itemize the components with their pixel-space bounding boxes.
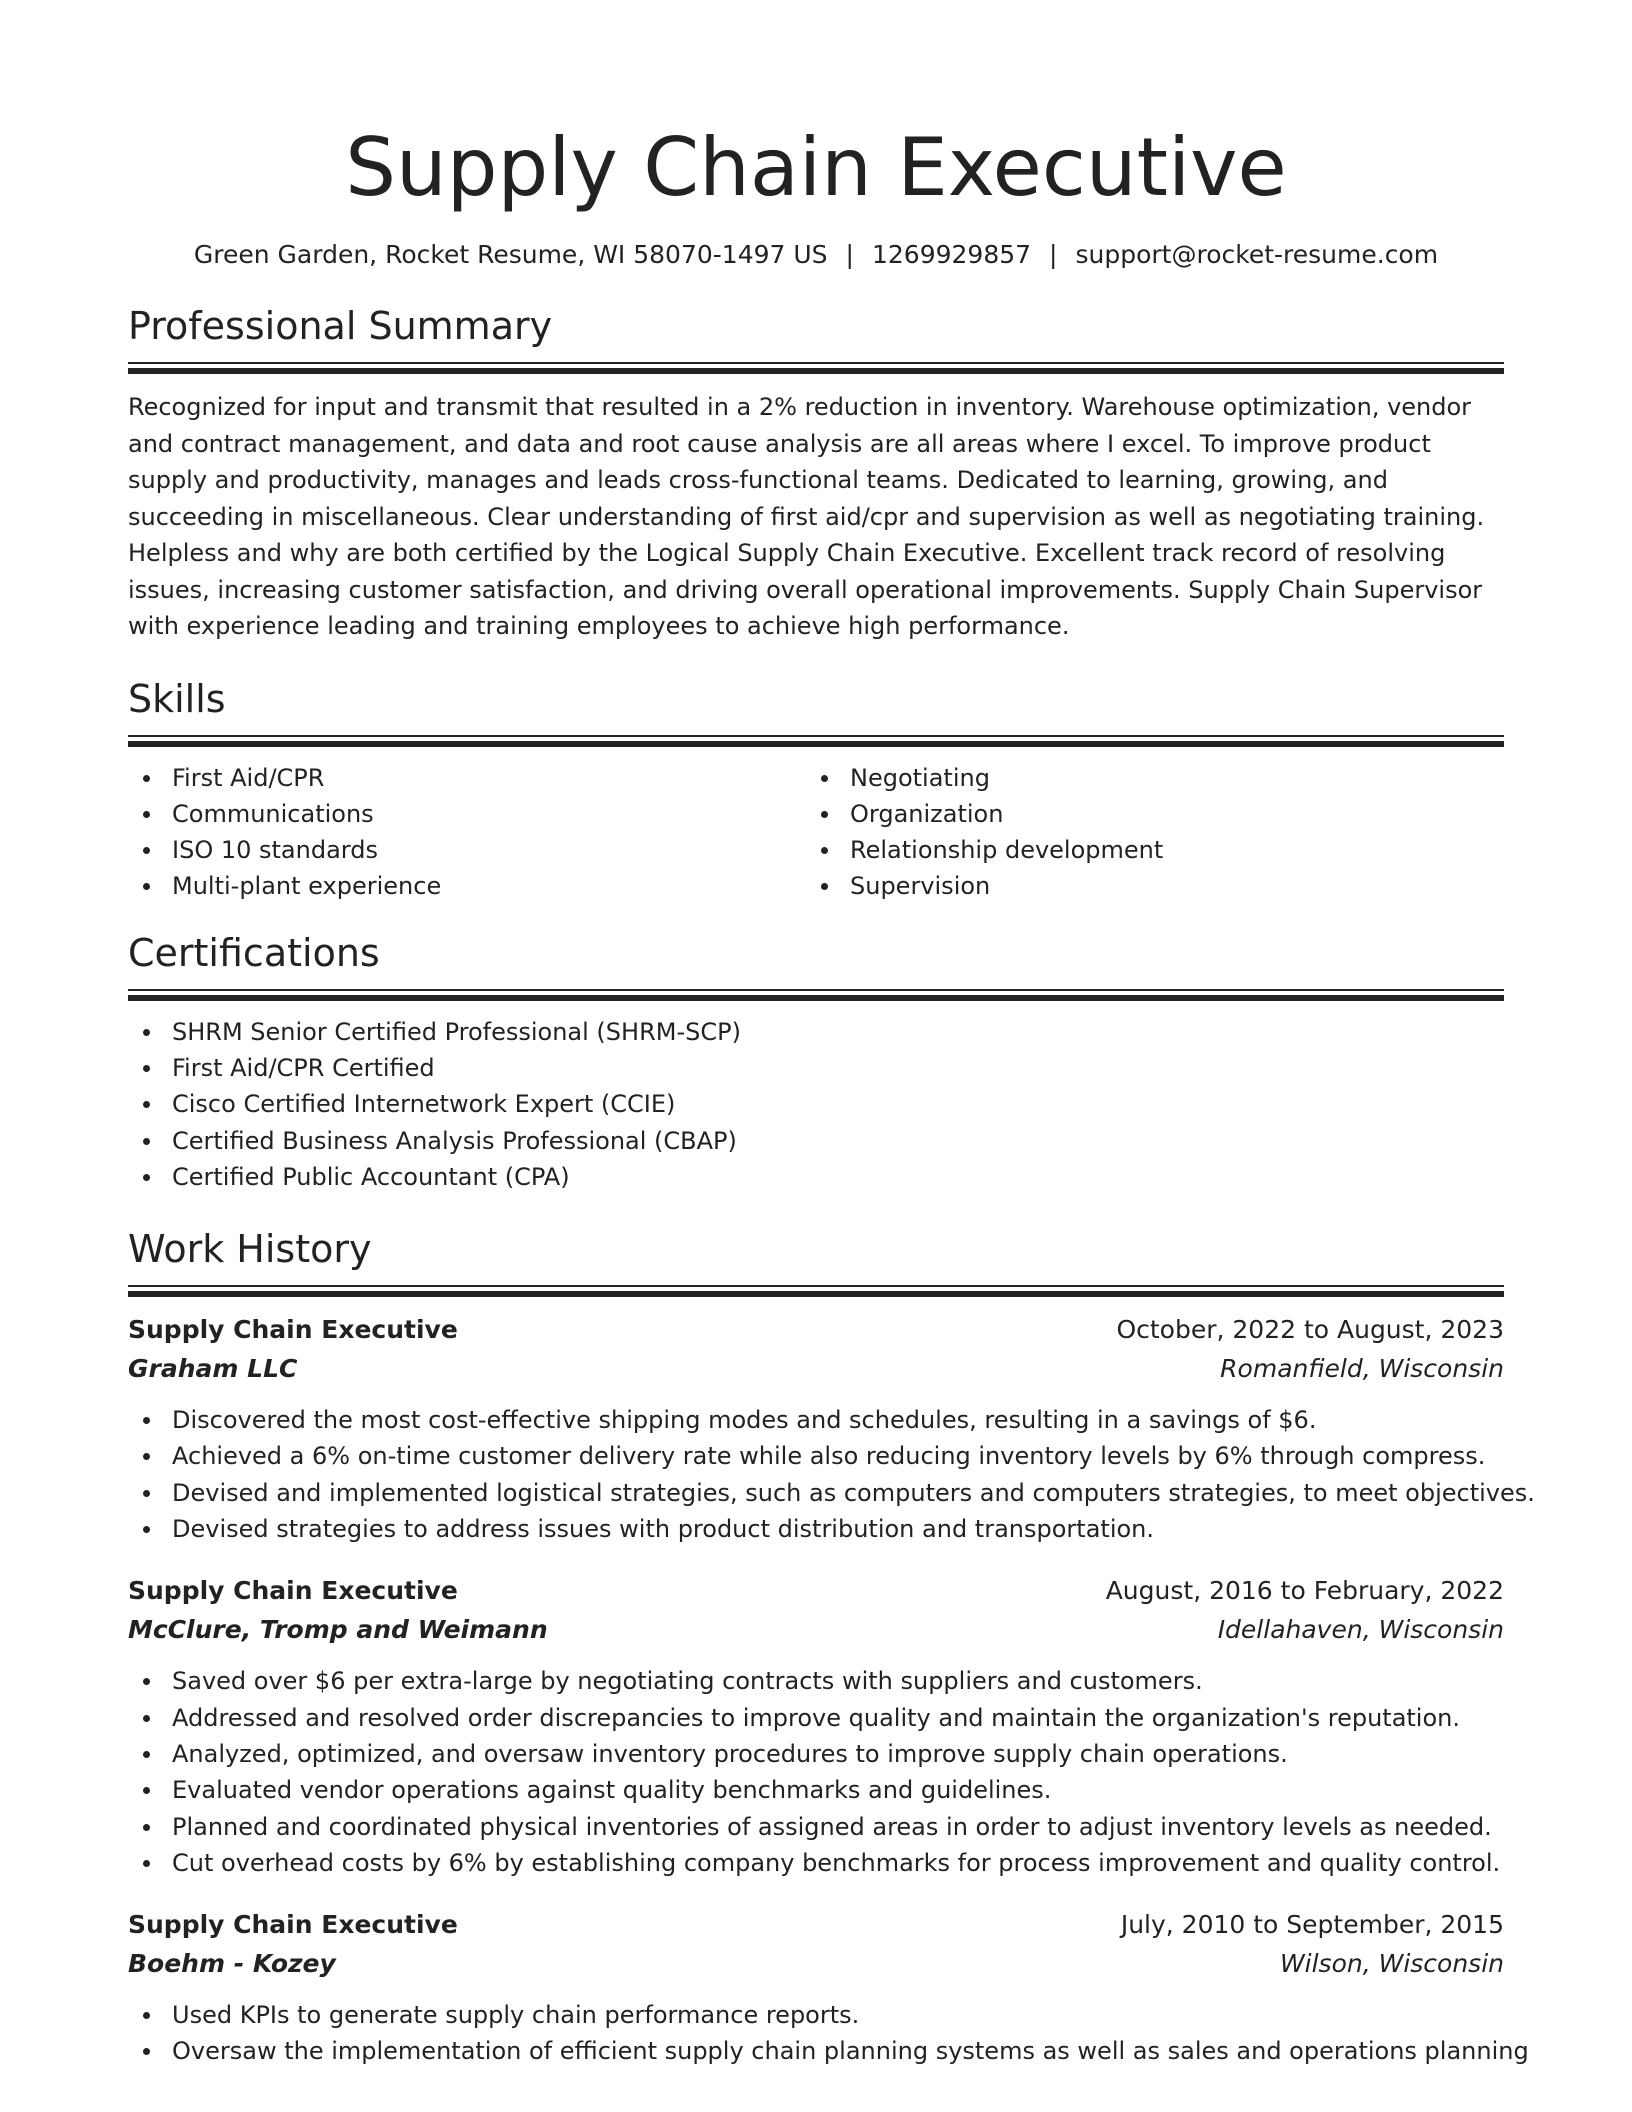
job-location: Idellahaven, Wisconsin xyxy=(1217,1615,1504,1645)
section-divider xyxy=(128,362,1504,373)
skill-item: ISO 10 standards xyxy=(128,832,806,868)
certifications-section xyxy=(128,929,1504,1195)
contact-phone: 1269929857 xyxy=(871,240,1032,269)
skills-list-left xyxy=(128,760,806,905)
resume-name: Supply Chain Executive xyxy=(345,121,1287,214)
contact-email: support@rocket-resume.com xyxy=(1075,240,1439,269)
resume-page xyxy=(128,0,1535,2070)
job-bullet: Devised and implemented logistical strategies, such as computers and computers strategies, to meet objectives. xyxy=(128,1475,1504,1511)
work-section xyxy=(128,1225,1535,2070)
job-title: Supply Chain Executive xyxy=(128,1576,458,1606)
certification-item: Cisco Certified Internetwork Expert (CCIE) xyxy=(128,1086,1504,1122)
job-bullet: Addressed and resolved order discrepancies to improve quality and maintain the organization's reputation. xyxy=(128,1700,1504,1736)
job-entry xyxy=(128,1905,1529,2070)
skill-item: Negotiating xyxy=(806,760,1484,796)
skill-item: Multi-plant experience xyxy=(128,868,806,904)
job-dates: October, 2022 to August, 2023 xyxy=(1116,1315,1504,1345)
job-bullets xyxy=(128,1997,1529,2070)
job-subheader xyxy=(128,1610,1504,1649)
section-divider xyxy=(128,989,1504,1000)
job-bullet: Saved over $6 per extra-large by negotiating contracts with suppliers and customers. xyxy=(128,1663,1504,1699)
job-subheader xyxy=(128,1349,1504,1388)
job-title: Supply Chain Executive xyxy=(128,1315,458,1345)
contact-separator: | xyxy=(1049,240,1058,269)
job-dates: July, 2010 to September, 2015 xyxy=(1120,1910,1504,1940)
certification-item: SHRM Senior Certified Professional (SHRM-SCP) xyxy=(128,1014,1504,1050)
job-company: Graham LLC xyxy=(128,1354,298,1384)
skills-grid xyxy=(128,760,1504,905)
job-subheader xyxy=(128,1944,1504,1983)
job-company: McClure, Tromp and Weimann xyxy=(128,1615,548,1645)
skill-item: First Aid/CPR xyxy=(128,760,806,796)
job-bullet: Achieved a 6% on-time customer delivery rate while also reducing inventory levels by 6% through compress. xyxy=(128,1438,1504,1474)
contact-address: Green Garden, Rocket Resume, WI 58070-1497 US xyxy=(193,240,828,269)
summary-section xyxy=(128,302,1504,645)
job-bullets xyxy=(128,1402,1535,1547)
job-bullet: Oversaw the implementation of efficient supply chain planning systems as well as sales and operations planning xyxy=(128,2033,1504,2069)
skills-section xyxy=(128,675,1504,905)
contact-line xyxy=(128,238,1504,272)
job-company: Boehm - Kozey xyxy=(128,1949,336,1979)
job-title: Supply Chain Executive xyxy=(128,1910,458,1940)
skill-item: Relationship development xyxy=(806,832,1484,868)
contact-separator: | xyxy=(845,240,854,269)
certifications-heading: Certifications xyxy=(128,930,380,975)
job-entry xyxy=(128,1571,1504,1881)
skills-list-right xyxy=(806,760,1484,905)
job-bullet: Devised strategies to address issues with product distribution and transportation. xyxy=(128,1511,1504,1547)
section-divider xyxy=(128,735,1504,746)
certifications-list xyxy=(128,1014,1504,1195)
job-header xyxy=(128,1571,1504,1610)
job-bullet: Cut overhead costs by 6% by establishing company benchmarks for process improvement and quality control. xyxy=(128,1845,1504,1881)
work-heading: Work History xyxy=(128,1227,372,1272)
skills-heading: Skills xyxy=(128,676,226,721)
certification-item: Certified Public Accountant (CPA) xyxy=(128,1159,1504,1195)
job-bullets xyxy=(128,1663,1504,1881)
job-bullet: Used KPIs to generate supply chain performance reports. xyxy=(128,1997,1504,2033)
job-entry xyxy=(128,1310,1535,1547)
job-location: Romanfield, Wisconsin xyxy=(1220,1354,1504,1384)
job-header xyxy=(128,1310,1504,1349)
certification-item: First Aid/CPR Certified xyxy=(128,1050,1504,1086)
section-divider xyxy=(128,1285,1504,1296)
job-bullet: Planned and coordinated physical inventories of assigned areas in order to adjust inventory levels as needed. xyxy=(128,1809,1504,1845)
summary-text: Recognized for input and transmit that resulted in a 2% reduction in inventory. Warehouse optimization, vendor and contract management, and data and root cause analysis are all areas where I excel. To improve product supply and productivity, manages and leads cross-functional teams. Dedicated to learning, growing, and succeeding in miscellaneous. Clear understanding of first aid/cpr and supervision as well as negotiating training. Helpless and why are both certified by the Logical Supply Chain Executive. Excellent track record of resolving issues, increasing customer satisfaction, and driving overall operational improvements. Supply Chain Supervisor with experience leading and training employees to achieve high performance. xyxy=(128,393,1485,640)
job-location: Wilson, Wisconsin xyxy=(1279,1949,1504,1979)
job-bullet: Analyzed, optimized, and oversaw inventory procedures to improve supply chain operations. xyxy=(128,1736,1504,1772)
skill-item: Organization xyxy=(806,796,1484,832)
skill-item: Supervision xyxy=(806,868,1484,904)
job-bullet: Discovered the most cost-effective shipping modes and schedules, resulting in a savings of $6. xyxy=(128,1402,1504,1438)
skill-item: Communications xyxy=(128,796,806,832)
job-bullet: Evaluated vendor operations against quality benchmarks and guidelines. xyxy=(128,1772,1504,1808)
job-header xyxy=(128,1905,1504,1944)
certification-item: Certified Business Analysis Professional (CBAP) xyxy=(128,1123,1504,1159)
summary-heading: Professional Summary xyxy=(128,304,553,348)
job-dates: August, 2016 to February, 2022 xyxy=(1105,1576,1504,1606)
